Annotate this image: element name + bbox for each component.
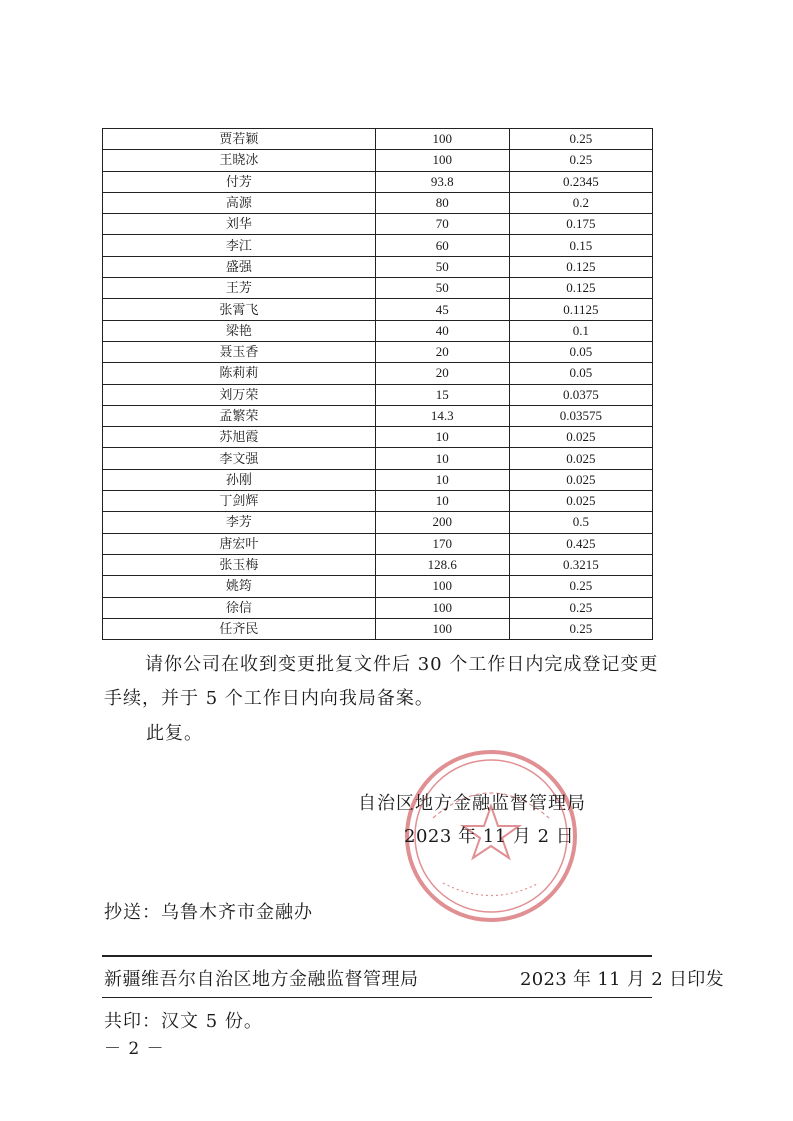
- name-cell: 高源: [103, 192, 376, 213]
- shareholder-table: [102, 128, 653, 640]
- ratio-cell: 0.125: [509, 256, 652, 277]
- ratio-cell: 0.025: [509, 469, 652, 490]
- table-row: [103, 299, 653, 320]
- name-cell: 姚筠: [103, 576, 376, 597]
- footer-organization: 新疆维吾尔自治区地方金融监督管理局: [104, 969, 419, 990]
- table-row: [103, 384, 653, 405]
- ratio-cell: 0.2345: [509, 171, 652, 192]
- page-number: － 2 －: [104, 1039, 165, 1059]
- name-cell: 张霄飞: [103, 299, 376, 320]
- amount-cell: 20: [375, 341, 509, 362]
- name-cell: 刘华: [103, 214, 376, 235]
- table-row: [103, 192, 653, 213]
- ratio-cell: 0.3215: [509, 554, 652, 575]
- name-cell: 刘万荣: [103, 384, 376, 405]
- table-row: [103, 256, 653, 277]
- table-row: [103, 554, 653, 575]
- amount-cell: 93.8: [375, 171, 509, 192]
- name-cell: 付芳: [103, 171, 376, 192]
- amount-cell: 100: [375, 129, 509, 150]
- table-row: [103, 278, 653, 299]
- amount-cell: 128.6: [375, 554, 509, 575]
- table-row: [103, 491, 653, 512]
- ratio-cell: 0.1125: [509, 299, 652, 320]
- table-row: [103, 427, 653, 448]
- name-cell: 苏旭霞: [103, 427, 376, 448]
- signing-organization: 自治区地方金融监督管理局: [358, 793, 586, 814]
- amount-cell: 100: [375, 618, 509, 639]
- ratio-cell: 0.15: [509, 235, 652, 256]
- table-row: [103, 341, 653, 362]
- table-row: [103, 214, 653, 235]
- footer-rule-top: [102, 955, 652, 957]
- name-cell: 徐信: [103, 597, 376, 618]
- body-paragraph-2: 此复。: [146, 723, 203, 744]
- amount-cell: 200: [375, 512, 509, 533]
- amount-cell: 20: [375, 363, 509, 384]
- amount-cell: 100: [375, 150, 509, 171]
- footer-print-date: 2023 年 11 月 2 日印发: [520, 969, 724, 990]
- name-cell: 孟繁荣: [103, 405, 376, 426]
- ratio-cell: 0.025: [509, 491, 652, 512]
- footer-rule-bottom: [102, 997, 652, 998]
- name-cell: 李江: [103, 235, 376, 256]
- table-row: [103, 533, 653, 554]
- name-cell: 张玉梅: [103, 554, 376, 575]
- ratio-cell: 0.425: [509, 533, 652, 554]
- name-cell: 王芳: [103, 278, 376, 299]
- name-cell: 任齐民: [103, 618, 376, 639]
- body-paragraph-1: 请你公司在收到变更批复文件后 30 个工作日内完成登记变更手续，并于 5 个工作日内向我局备案。: [104, 654, 659, 709]
- amount-cell: 10: [375, 491, 509, 512]
- name-cell: 陈莉莉: [103, 363, 376, 384]
- amount-cell: 100: [375, 597, 509, 618]
- cc-line: 抄送：乌鲁木齐市金融办: [104, 902, 313, 923]
- name-cell: 王晓冰: [103, 150, 376, 171]
- table-row: [103, 171, 653, 192]
- table-row: [103, 405, 653, 426]
- amount-cell: 50: [375, 278, 509, 299]
- name-cell: 孙刚: [103, 469, 376, 490]
- name-cell: 李文强: [103, 448, 376, 469]
- copies-line: 共印：汉文 5 份。: [104, 1011, 263, 1032]
- table-row: [103, 129, 653, 150]
- name-cell: 贾若颖: [103, 129, 376, 150]
- amount-cell: 100: [375, 576, 509, 597]
- table-row: [103, 597, 653, 618]
- table-row: [103, 150, 653, 171]
- amount-cell: 70: [375, 214, 509, 235]
- amount-cell: 10: [375, 448, 509, 469]
- ratio-cell: 0.25: [509, 576, 652, 597]
- ratio-cell: 0.025: [509, 448, 652, 469]
- ratio-cell: 0.2: [509, 192, 652, 213]
- name-cell: 丁剑辉: [103, 491, 376, 512]
- amount-cell: 60: [375, 235, 509, 256]
- table-row: [103, 363, 653, 384]
- ratio-cell: 0.0375: [509, 384, 652, 405]
- table-row: [103, 576, 653, 597]
- ratio-cell: 0.25: [509, 129, 652, 150]
- ratio-cell: 0.1: [509, 320, 652, 341]
- name-cell: 盛强: [103, 256, 376, 277]
- ratio-cell: 0.25: [509, 150, 652, 171]
- table-row: [103, 618, 653, 639]
- name-cell: 唐宏叶: [103, 533, 376, 554]
- amount-cell: 80: [375, 192, 509, 213]
- ratio-cell: 0.05: [509, 341, 652, 362]
- amount-cell: 14.3: [375, 405, 509, 426]
- table-row: [103, 512, 653, 533]
- amount-cell: 170: [375, 533, 509, 554]
- table-row: [103, 469, 653, 490]
- amount-cell: 45: [375, 299, 509, 320]
- name-cell: 李芳: [103, 512, 376, 533]
- amount-cell: 10: [375, 427, 509, 448]
- ratio-cell: 0.175: [509, 214, 652, 235]
- ratio-cell: 0.5: [509, 512, 652, 533]
- amount-cell: 50: [375, 256, 509, 277]
- ratio-cell: 0.03575: [509, 405, 652, 426]
- table-row: [103, 448, 653, 469]
- amount-cell: 15: [375, 384, 509, 405]
- name-cell: 梁艳: [103, 320, 376, 341]
- ratio-cell: 0.05: [509, 363, 652, 384]
- table-row: [103, 320, 653, 341]
- ratio-cell: 0.25: [509, 618, 652, 639]
- table-body: [103, 129, 653, 640]
- table-row: [103, 235, 653, 256]
- ratio-cell: 0.125: [509, 278, 652, 299]
- name-cell: 聂玉香: [103, 341, 376, 362]
- amount-cell: 40: [375, 320, 509, 341]
- ratio-cell: 0.025: [509, 427, 652, 448]
- amount-cell: 10: [375, 469, 509, 490]
- signing-date: 2023 年 11 月 2 日: [404, 826, 575, 847]
- ratio-cell: 0.25: [509, 597, 652, 618]
